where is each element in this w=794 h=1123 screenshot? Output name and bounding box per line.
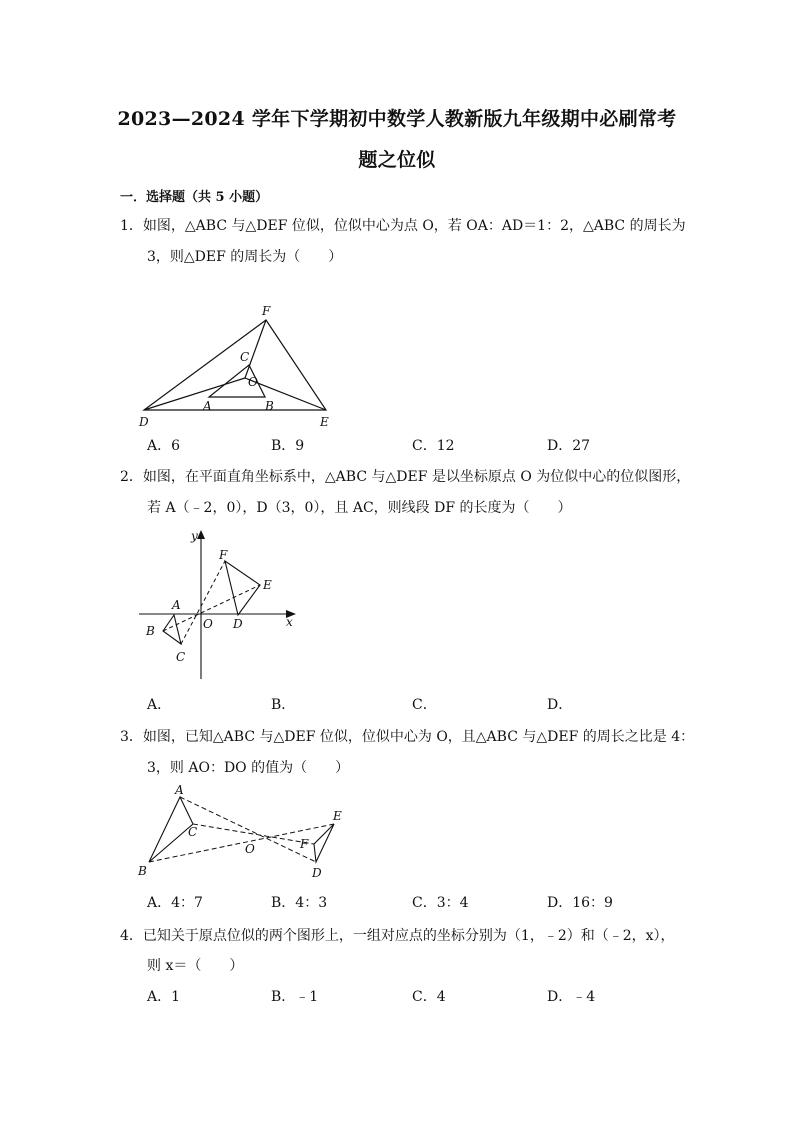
q3-stem-line-1: 3．如图，已知△ABC 与△DEF 位似，位似中心为 O，且△ABC 与△DEF 的周长之比是 4： xyxy=(120,729,695,745)
q4-stem-line-2: 则 x＝（ ） xyxy=(147,958,244,974)
q1-line-do xyxy=(144,378,245,410)
q2-label-c: C xyxy=(176,650,186,664)
q1-option-c: C．12 xyxy=(412,438,455,454)
q2-option-b: B． xyxy=(271,697,296,713)
q2-coordinate-figure xyxy=(134,527,304,682)
q1-option-b: B．9 xyxy=(271,438,305,454)
q1-label-d: D xyxy=(139,415,149,429)
q2-label-a: A xyxy=(172,598,181,612)
document-title-line-1: 2023—2024 学年下学期初中数学人教新版九年级期中必刷常考 xyxy=(117,108,677,130)
q3-label-e: E xyxy=(333,809,342,823)
q2-option-d: D． xyxy=(547,697,573,713)
q3-stem-line-2: 3，则 AO：DO 的值为（ ） xyxy=(147,760,350,776)
q3-triangle-abc xyxy=(149,797,193,862)
q4-option-a: A．1 xyxy=(147,989,181,1005)
q1-label-a: A xyxy=(203,399,212,413)
q2-option-c: C． xyxy=(412,697,437,713)
q2-y-arrow-icon xyxy=(197,530,205,539)
q4-option-d: D．﹣4 xyxy=(547,989,596,1005)
q4-option-b: B．﹣1 xyxy=(271,989,319,1005)
q4-stem-line-1: 4．已知关于原点位似的两个图形上，一组对应点的坐标分别为（1，﹣2）和（﹣2，x）， xyxy=(120,928,675,944)
q3-label-d: D xyxy=(312,866,322,880)
q1-figure xyxy=(134,300,344,435)
document-title-line-2: 题之位似 xyxy=(358,149,436,171)
q1-label-c: C xyxy=(240,350,250,364)
q4-option-c: C．4 xyxy=(412,989,446,1005)
q1-line-fo xyxy=(245,320,266,378)
q2-stem-line-2: 若 A（﹣2，0），D（3，0），且 AC，则线段 DF 的长度为（ ） xyxy=(147,500,572,516)
q3-label-o: O xyxy=(245,842,255,856)
q3-option-d: D．16：9 xyxy=(547,895,613,911)
q1-option-d: D．27 xyxy=(547,438,591,454)
q1-label-b: B xyxy=(265,399,274,413)
q3-option-c: C．3：4 xyxy=(412,895,469,911)
q1-label-f: F xyxy=(262,304,271,318)
q3-triangle-def xyxy=(314,824,334,862)
q3-label-a: A xyxy=(175,783,184,797)
q3-option-a: A．4：7 xyxy=(147,895,203,911)
q2-label-x: x xyxy=(286,615,293,629)
q2-option-a: A． xyxy=(147,697,172,713)
q3-option-b: B．4：3 xyxy=(271,895,328,911)
q1-label-o: O xyxy=(248,375,258,389)
q1-stem-line-1: 1．如图，△ABC 与△DEF 位似，位似中心为点 O，若 OA：AD＝1：2，△ABC 的周长为 xyxy=(120,218,686,234)
q2-dashed-cf xyxy=(181,561,225,644)
q2-label-b: B xyxy=(146,624,155,638)
q3-label-c: C xyxy=(188,825,198,839)
q3-figure xyxy=(134,782,349,882)
q1-label-e: E xyxy=(320,415,329,429)
q2-label-y: y xyxy=(191,529,198,543)
q2-label-f: F xyxy=(219,548,228,562)
q1-stem-line-2: 3，则△DEF 的周长为（ ） xyxy=(147,249,343,265)
q2-label-d: D xyxy=(233,617,243,631)
q3-label-b: B xyxy=(138,864,147,878)
section-heading: 一．选择题（共 5 小题） xyxy=(120,190,269,205)
q2-label-e: E xyxy=(263,578,272,592)
q2-stem-line-1: 2．如图，在平面直角坐标系中，△ABC 与△DEF 是以坐标原点 O 为位似中心的位似图形， xyxy=(120,469,691,485)
q1-option-a: A．6 xyxy=(147,438,181,454)
q3-label-f: F xyxy=(300,837,309,851)
q2-label-o: O xyxy=(203,617,213,631)
